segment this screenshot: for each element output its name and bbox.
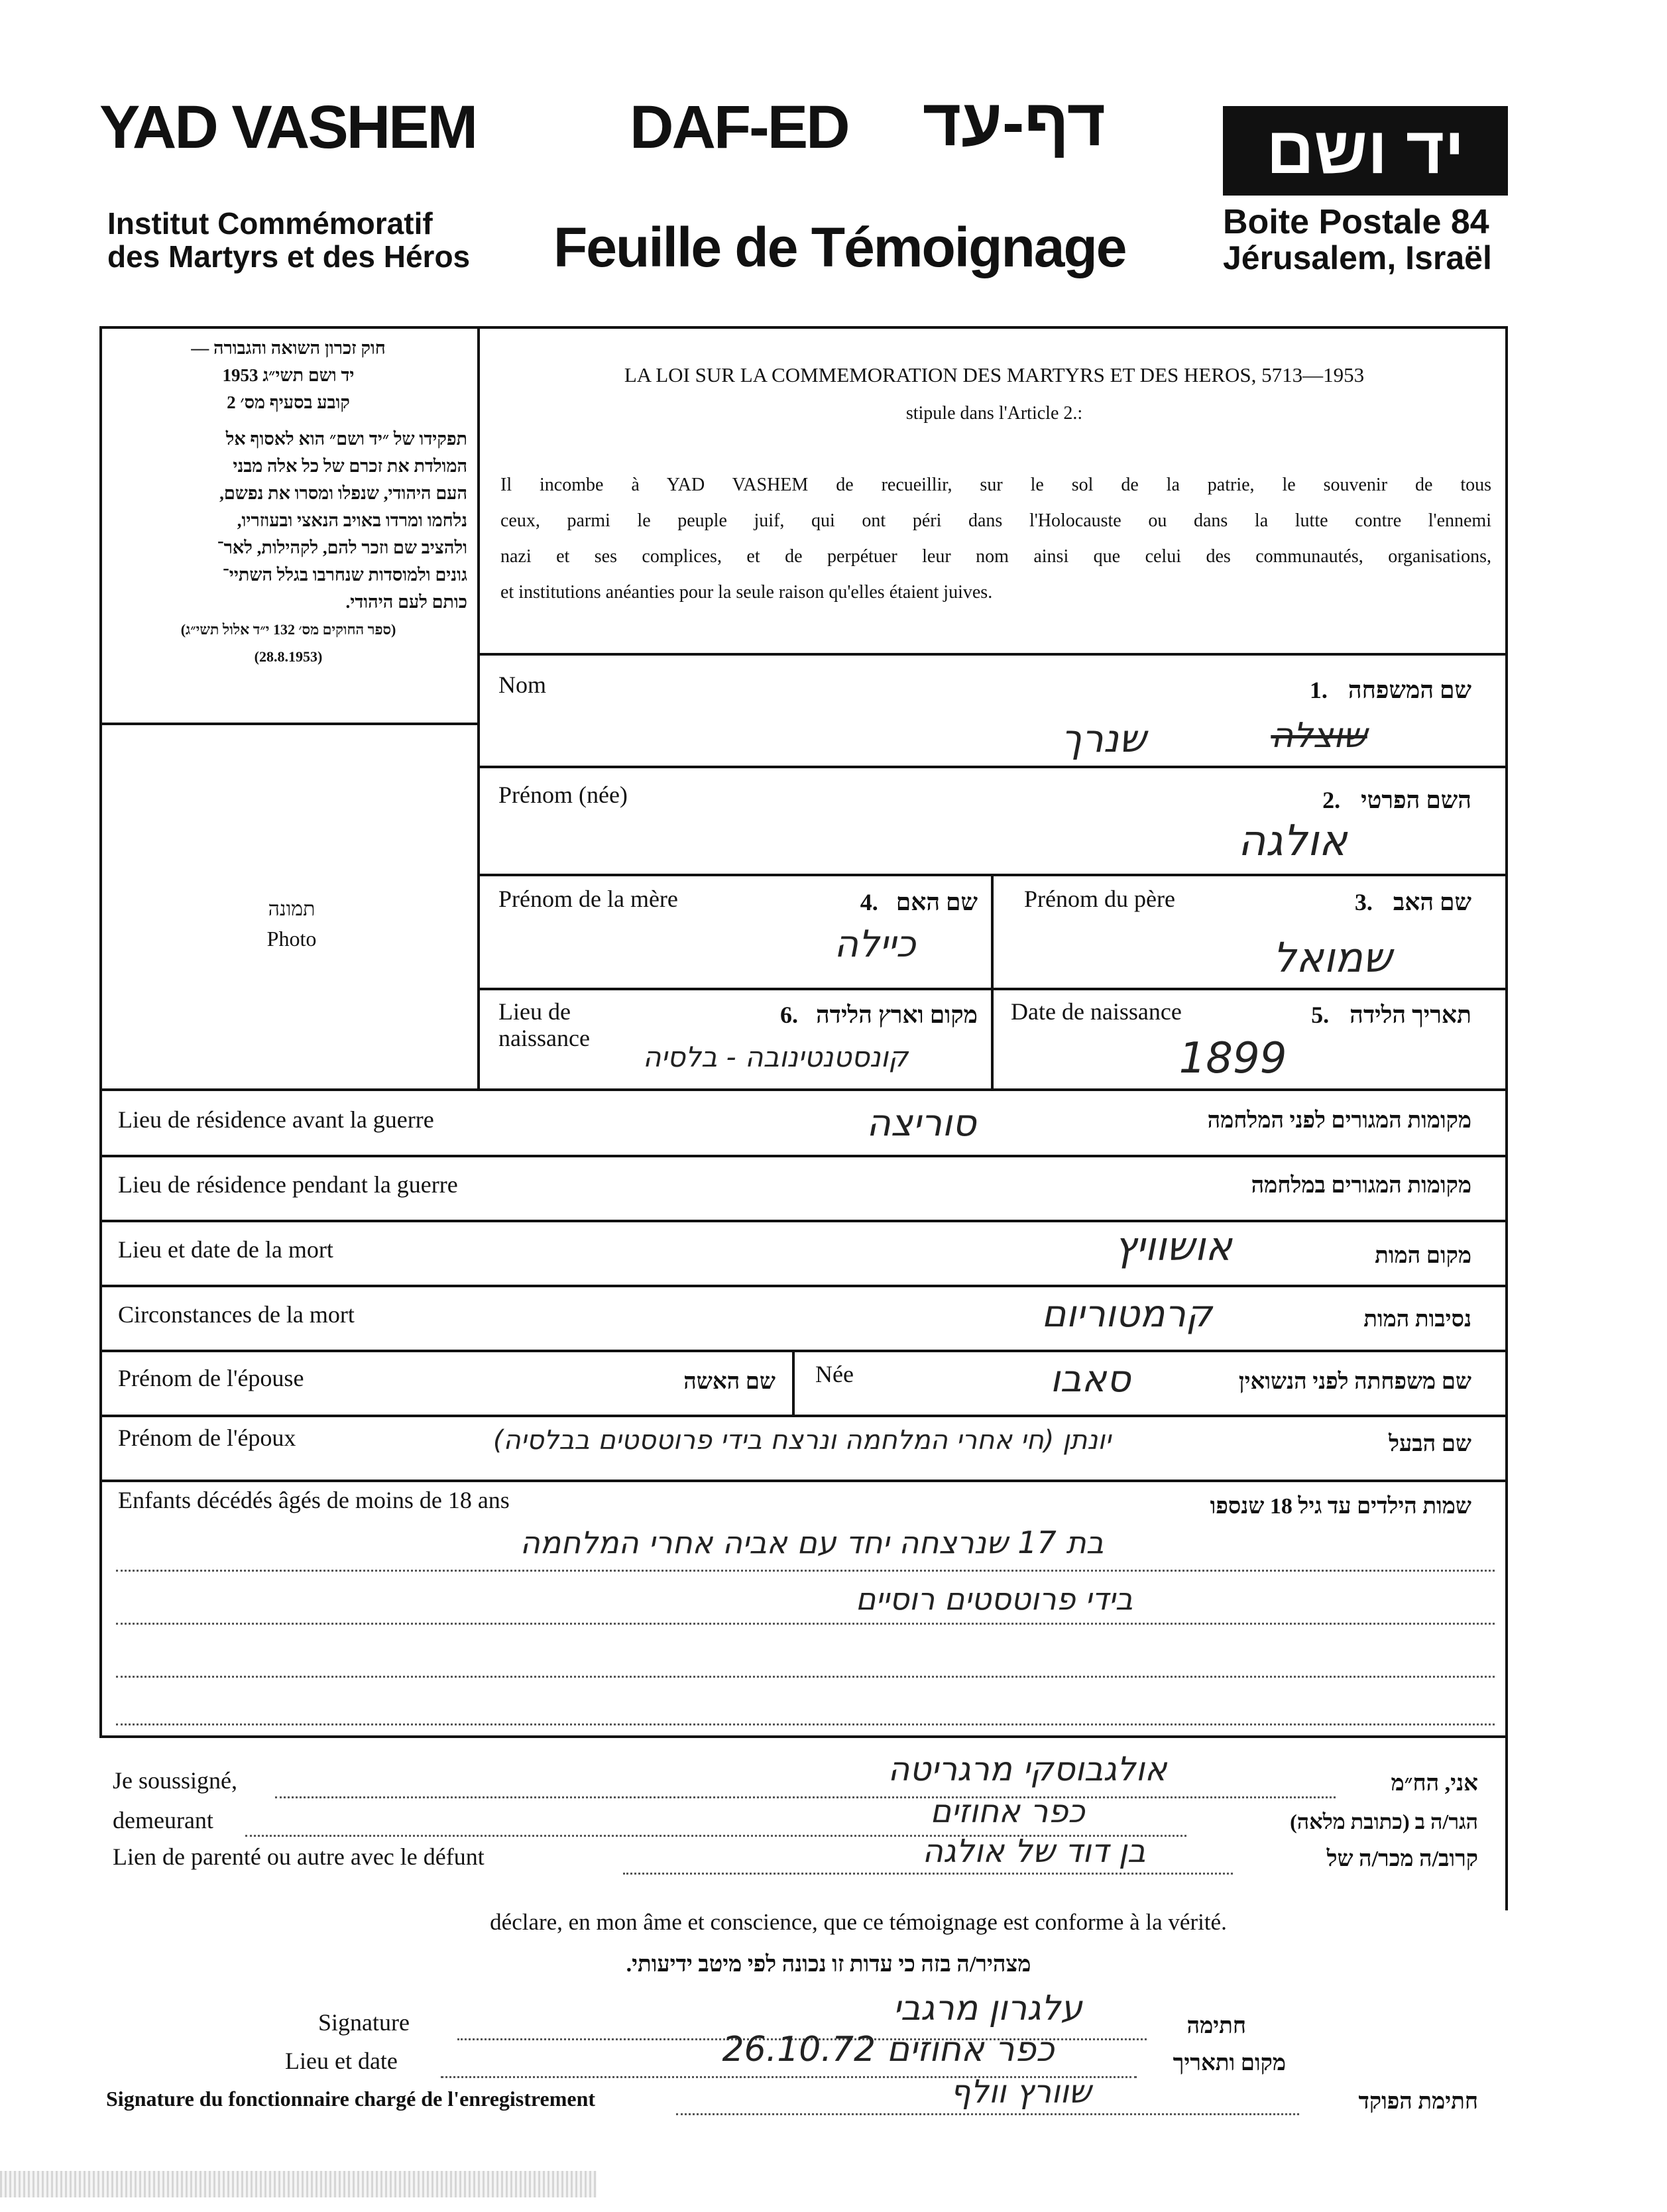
scan-artifact [0, 2171, 597, 2197]
french-law-body [500, 467, 1491, 611]
lien-hebrew: קרוב/ה מכר/ה של [1326, 1847, 1478, 1871]
epoux-label: Prénom de l'époux [118, 1425, 296, 1451]
french-law-title: LA LOI SUR LA COMMEMORATION DES MARTYRS ET DES HEROS, 5713—1953 [624, 363, 1365, 386]
enfants-line-4 [116, 1723, 1495, 1725]
epouse-hebrew: שם האשה [683, 1369, 776, 1394]
law-line: (28.8.1953) [254, 648, 323, 665]
date-naissance-num: .5 [1311, 1002, 1330, 1028]
soussigne-line [275, 1796, 1336, 1798]
lieu-naissance-hebrew: מקום וארץ הלידה [815, 1002, 978, 1028]
demeurant-label: demeurant [113, 1807, 213, 1834]
residence-avant-hebrew: מקומות המגורים לפני המלחמה [1207, 1108, 1471, 1133]
pere-value[interactable]: שמואל [1273, 933, 1392, 982]
declare-hebrew: מצהיר/ה בזה כי עדות זו נכונה לפי מיטב ידיעותי. [626, 1952, 1031, 1977]
prenom-value[interactable]: אולגה [1237, 817, 1348, 866]
french-law-bottom [477, 653, 1508, 656]
residence-pendant-hebrew: מקומות המגורים במלחמה [1251, 1173, 1471, 1198]
prenom-label: Prénom (née) [498, 782, 628, 808]
mere-num: .4 [860, 889, 878, 915]
nee-label: Née [815, 1361, 854, 1387]
residence-avant-label: Lieu de résidence avant la guerre [118, 1106, 434, 1133]
pere-num: .3 [1354, 889, 1373, 915]
law-body-line: et institutions anéanties pour la seule raison qu'elles étaient juives. [500, 582, 993, 603]
mere-hebrew: שם האם [895, 889, 978, 915]
lieu-naissance-num: .6 [779, 1002, 798, 1028]
photo-label: Photo [266, 927, 317, 951]
lien-line [623, 1873, 1233, 1875]
circonstances-hebrew: נסיבות המות [1363, 1307, 1471, 1332]
law-body-line: Il incombe à YAD VASHEM de recueillir, sur le sol de la patrie, le souvenir de tous [500, 475, 1491, 495]
law-line: חוק זכרון השואה והגבורה — [191, 338, 386, 358]
lieu-mort-label: Lieu et date de la mort [118, 1236, 333, 1263]
declare-text: déclare, en mon âme et conscience, que ce témoignage est conforme à la vérité. [490, 1909, 1227, 1935]
daf-ed-label: DAF-ED [630, 93, 848, 161]
row-avant-bottom [99, 1155, 1508, 1157]
row-mort-bottom [99, 1285, 1508, 1287]
nom-num: .1 [1309, 677, 1328, 703]
lien-label: Lien de parenté ou autre avec le défunt [113, 1843, 485, 1870]
date-naissance-value[interactable]: 1899 [1178, 1034, 1287, 1083]
parents-divider [991, 874, 994, 1089]
law-line: העם היהודי, שנפלו ומסרו את נפשם, [219, 483, 467, 503]
mere-label: Prénom de la mère [498, 886, 678, 912]
law-line: קובע בסעיף מס׳ 2 [227, 392, 350, 412]
pere-label: Prénom du père [1024, 886, 1175, 912]
law-line: תפקידו של ״יד ושם״ הוא לאסוף אל [225, 429, 467, 449]
frame-top [99, 326, 1508, 329]
lieu-date-label: Lieu et date [285, 2048, 398, 2074]
pere-hebrew: שם האב [1393, 889, 1471, 915]
fonctionnaire-label: Signature du fonctionnaire chargé de l'enregistrement [106, 2087, 596, 2111]
lieu-naissance-label-1: Lieu de [498, 998, 571, 1025]
fonctionnaire-line [676, 2113, 1299, 2115]
birth-bottom [99, 1088, 1508, 1091]
prenom-hebrew-label [1180, 786, 1471, 814]
pere-hebrew-label [1266, 888, 1471, 916]
lieu-mort-value[interactable]: אושוויץ [1114, 1224, 1232, 1270]
signature-value[interactable]: עלגרון מרגבי [893, 1989, 1082, 2028]
nee-value[interactable]: סאבו [1050, 1358, 1131, 1401]
mere-hebrew-label [779, 888, 978, 916]
law-body-line: nazi et ses complices, et de perpétuer leur nom ainsi que celui des communautés, organisations, [500, 546, 1491, 567]
org-name: YAD VASHEM [99, 93, 477, 161]
enfants-line-1 [116, 1570, 1495, 1572]
enfants-value-2[interactable]: בידי פרוטסטים רוסיים [855, 1581, 1133, 1617]
soussigne-value[interactable]: אולגבוסקי מרגריטה [888, 1750, 1167, 1788]
date-naissance-label: Date de naissance [1011, 998, 1182, 1025]
logo-text: יד ושם [1266, 113, 1465, 188]
lieu-naissance-label-2: naissance [498, 1025, 590, 1051]
lieu-naissance-hebrew-label [683, 1001, 978, 1029]
circonstances-value[interactable]: קרמטוריום [1041, 1293, 1212, 1336]
row-epoux-bottom [99, 1480, 1508, 1482]
fonctionnaire-value[interactable]: שוורץ וולף [950, 2073, 1092, 2111]
row-epouse-bottom [99, 1415, 1508, 1417]
fonctionnaire-hebrew: חתימת הפוקד [1358, 2089, 1478, 2114]
law-line: המולדת את זכרם של כל אלה מבני [233, 456, 467, 476]
nom-value[interactable]: שנרך [1061, 716, 1147, 761]
form-title: Feuille de Témoignage [553, 216, 1126, 278]
law-line: כותם לעם היהודי. [345, 592, 467, 612]
postal-line-2: Jérusalem, Israël [1223, 239, 1492, 276]
epoux-hebrew: שם הבעל [1389, 1432, 1471, 1456]
signature-label: Signature [318, 2009, 410, 2036]
frame-right [1505, 326, 1508, 1910]
law-line: ולהציב שם וזכר להם, לקהילות, לאר־ [217, 538, 467, 557]
lieu-date-hebrew: מקום ותאריך [1173, 2051, 1286, 2075]
lieu-naissance-value[interactable]: קונסטנטינובה - בלסיה [642, 1041, 909, 1073]
law-line: (ספר החוקים מס׳ 132 י״ד אלול תשי״ג) [180, 621, 396, 638]
prenom-num: .2 [1322, 787, 1341, 813]
mere-value[interactable]: כיילה [834, 923, 916, 966]
enfants-hebrew: שמות הילדים עד גיל 18 שנספו [1210, 1494, 1471, 1519]
epoux-value[interactable]: יונתן (חי אחרי המלחמה ונרצח בידי פרוטסטים בבלסיה) [492, 1425, 1112, 1456]
frame-left [99, 326, 102, 1088]
nom-hebrew-label [1180, 676, 1471, 704]
frame-left-lower [99, 1088, 102, 1735]
signature-hebrew: חתימה [1186, 2014, 1246, 2038]
enfants-line-3 [116, 1676, 1495, 1678]
prenom-hebrew: השם הפרטי [1361, 787, 1471, 813]
law-line: נלחמו ומרדו באויב הנאצי ובעוזריו, [237, 510, 467, 530]
enfants-line-2 [116, 1623, 1495, 1625]
enfants-label: Enfants décédés âgés de moins de 18 ans [118, 1487, 510, 1513]
law-line: גונים ולמוסדות שנחרבו בגלל השתיי־ [222, 565, 467, 585]
demeurant-value[interactable]: כפר אחוזים [930, 1793, 1085, 1830]
institut-line-1: Institut Commémoratif [107, 206, 433, 241]
french-law-subtitle: stipule dans l'Article 2.: [905, 403, 1083, 424]
soussigne-hebrew: אני, הח״מ [1391, 1771, 1478, 1796]
lieu-mort-hebrew: מקום המות [1375, 1244, 1471, 1268]
hebrew-law-text [109, 335, 467, 670]
nom-bottom [477, 766, 1508, 768]
children-bottom [99, 1735, 1508, 1738]
law-body-line: ceux, parmi le peuple juif, qui ont péri dans l'Holocauste ou dans la lutte contre l'ennemi [500, 510, 1491, 531]
nee-hebrew: שם משפחתה לפני הנשואין [1238, 1369, 1471, 1394]
epouse-label: Prénom de l'épouse [118, 1365, 304, 1391]
lieu-date-value[interactable]: 26.10.72 כפר אחוזים [722, 2030, 1055, 2069]
demeurant-hebrew: הגר/ה ב (כתובת מלאה) [1290, 1810, 1478, 1834]
nom-struck-value: שוצלה [1271, 716, 1367, 756]
row-pendant-bottom [99, 1220, 1508, 1222]
spouse-divider [792, 1350, 795, 1415]
nom-label: Nom [498, 671, 546, 698]
institut-line-2: des Martyrs et des Héros [107, 239, 471, 274]
daf-ed-hebrew: דף-עד [922, 86, 1106, 160]
soussigne-label: Je soussigné, [113, 1767, 237, 1794]
row-circ-bottom [99, 1350, 1508, 1352]
frame-middle [477, 326, 480, 1088]
residence-pendant-label: Lieu de résidence pendant la guerre [118, 1171, 458, 1198]
residence-avant-value[interactable]: סוריצה [866, 1102, 976, 1145]
yad-vashem-logo [1223, 106, 1508, 196]
date-naissance-hebrew: תאריך הלידה [1350, 1002, 1471, 1028]
photo-hebrew: תמונה [268, 898, 316, 920]
date-naissance-hebrew-label [1259, 1001, 1471, 1029]
lien-value[interactable]: בן דוד של אולגה [922, 1833, 1146, 1870]
enfants-value-1[interactable]: בת 17 שנרצחה יחד עם אביה אחרי המלחמה [520, 1525, 1104, 1560]
parents-bottom [477, 988, 1508, 990]
postal-line-1: Boite Postale 84 [1223, 203, 1489, 241]
law-line: יד ושם תשי״ג 1953 [222, 365, 355, 385]
nom-hebrew: שם המשפחה [1348, 677, 1471, 703]
law-bottom [99, 723, 477, 725]
circonstances-label: Circonstances de la mort [118, 1301, 355, 1328]
